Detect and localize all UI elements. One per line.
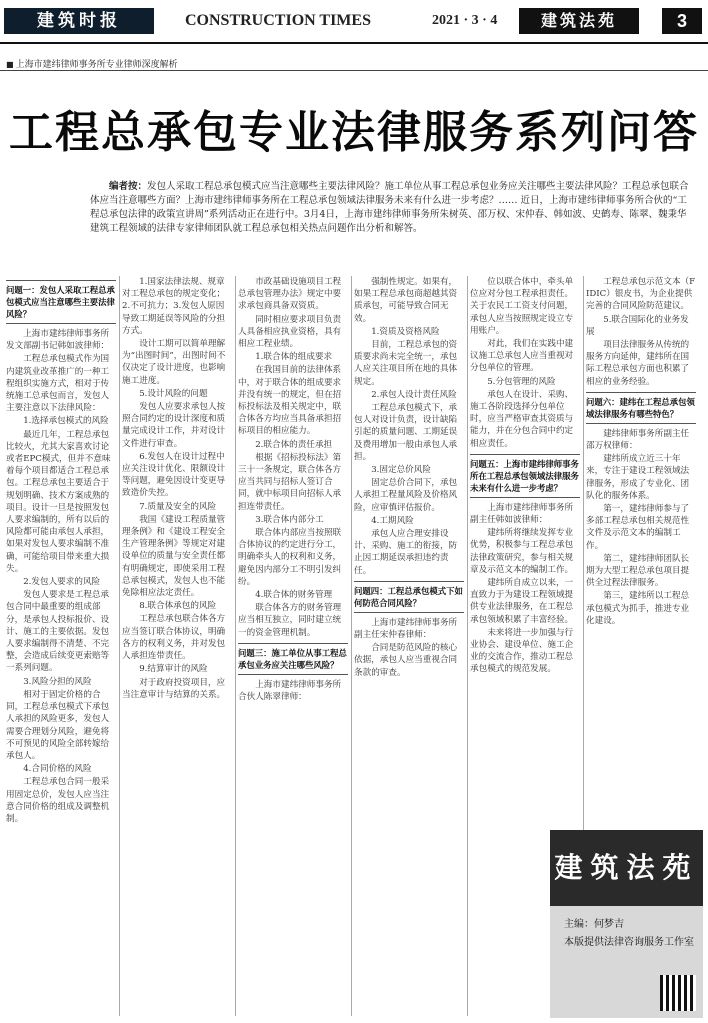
article-paragraph: 4.合同价格的风险 <box>23 764 92 775</box>
article-paragraph: 1.联合体的组成要求 <box>255 352 333 363</box>
article-paragraph: 根据《招标投标法》第三十一条规定，联合体各方应当共同与招标人签订合同，就中标项目向招标人承担连带责任。 <box>238 452 342 512</box>
article-paragraph: 4.联合体的财务管理 <box>255 590 333 601</box>
article-paragraph: 上海市建纬律师事务所合伙人陈翠律师： <box>238 679 342 703</box>
article-paragraph: 我国《建设工程质量管理条例》和《建设工程安全生产管理条例》等规定对建设单位的质量与安全责任都有明确规定，即使采用工程总承包模式，发包人也不能免除相应法定责任。 <box>122 514 226 599</box>
article-paragraph: 对于政府投资项目，应当注意审计与结算的关系。 <box>122 677 226 700</box>
editor-note-label: 编者按： <box>109 181 148 192</box>
column-divider <box>119 276 120 1016</box>
article-paragraph: 3.风险分担的风险 <box>23 676 92 687</box>
article-paragraph: 第二，建纬律师团队长期为大型工程总承包项目提供全过程法律服务。 <box>586 553 690 589</box>
article-paragraph: 目前，工程总承包的资质要求尚未完全统一，承包人应关注项目所在地的具体规定。 <box>354 340 458 387</box>
article-paragraph: 对此，我们在实践中建议施工总承包人应当重视对分包单位的管理。 <box>470 339 574 374</box>
article-paragraph: 发包人要求是工程总承包合同中最重要的组成部分，是承包人投标报价、设计、施工的主要依据。发包人要求编制得不清楚、不完整，会造成后续变更索赔等一系列问题。 <box>6 590 110 674</box>
ad-note: 本版提供法律咨询服务工作室 <box>564 937 694 948</box>
sub-headline: ■ 上海市建纬律师事务所专业律师深度解析 <box>6 57 178 70</box>
article-paragraph: 承包人在设计、采购、施工各阶段选择分包单位时，应当严格审查其资质与能力，并在分包合同中约定相应责任。 <box>470 389 574 449</box>
article-paragraph: 工程总承包模式下，承包人对设计负责，设计缺陷引起的质量问题、工期延误及费用增加一般由承包人承担。 <box>354 403 458 462</box>
column-divider <box>235 276 236 1016</box>
article-paragraph: 同时相应要求项目负责人具备相应执业资格，具有相应工程业绩。 <box>238 314 342 350</box>
article-column-2 <box>122 276 232 1018</box>
article-paragraph: 5.设计风险的问题 <box>139 388 208 399</box>
article-paragraph: 3.联合体内部分工 <box>255 514 324 525</box>
article-paragraph: 1.资质及资格风险 <box>371 326 440 337</box>
article-paragraph: 在我国目前的法律体系中，对于联合体的组成要求并没有统一的规定，但在招标投标法及相关规定中，联合体各方均应当具备承担招标项目的相应能力。 <box>238 365 342 437</box>
paper-name: CONSTRUCTION TIMES <box>185 12 371 29</box>
section-ad <box>550 830 703 1018</box>
article-paragraph: 5.分包管理的风险 <box>487 376 556 387</box>
article-paragraph: 2.联合体的责任承担 <box>255 439 333 450</box>
article-paragraph: 6.发包人在设计过程中应关注设计优化、限额设计等问题，避免因设计变更导致造价失控。 <box>122 451 226 499</box>
editor-note <box>90 180 695 236</box>
question-heading: 问题五：上海市建纬律师事务所在工程总承包领域法律服务未来有什么进一步考虑？ <box>470 454 580 498</box>
article-paragraph: 强制性规定。如果有，如果工程总承包商超越其资质承包，可能导致合同无效。 <box>354 277 458 324</box>
article-paragraph: 上海市建纬律师事务所副主任宋仲春律师： <box>354 617 458 641</box>
article-paragraph: 2.发包人要求的风险 <box>23 577 101 588</box>
article-column-6 <box>586 276 696 824</box>
article-paragraph: 建纬所将继续发挥专业优势，积极参与工程总承包法律政策研究，参与相关规章及示范文本的编制工作。 <box>470 528 574 575</box>
article-paragraph: 工程总承包模式作为国内建筑业改革推广的一种工程组织实施方式，相对于传统施工总承包而言，发包人主要注意以下法律风险： <box>6 354 110 414</box>
article-paragraph: 工程总承包合同一般采用固定总价，发包人应当注意合同价格的组成及调整机制。 <box>6 777 110 824</box>
question-heading: 问题一：发包人采取工程总承包模式应当注意哪些主要法律风险？ <box>6 280 116 324</box>
article-paragraph: 4.工期风险 <box>371 515 414 526</box>
article-paragraph: 工程总承包示范文本（FIDIC）银皮书，为企业提供完善的合同风险防范建议。 <box>586 277 696 312</box>
article-column-4 <box>354 276 464 1018</box>
section-title: 建筑法苑 <box>519 8 639 34</box>
article-paragraph: 联合体内部应当按照联合体协议的约定进行分工，明确牵头人的权利和义务，避免因内部分工不明引发纠纷。 <box>238 528 342 587</box>
ad-editor: 主编：何梦吉 <box>564 919 624 930</box>
article-paragraph: 市政基础设施项目工程总承包管理办法》规定中要求承包商具备双资质。 <box>238 277 342 312</box>
article-column-1 <box>6 276 116 1018</box>
issue-date: 2021 · 3 · 4 <box>432 13 498 28</box>
article-paragraph: 7.质量及安全的风险 <box>139 501 217 512</box>
article-paragraph: 1.国家法律法规、规章对工程总承包的规定变化；2.不可抗力；3.发包人原因导致工期延误等风险的分担方式。 <box>122 277 226 336</box>
column-divider <box>351 276 352 1016</box>
article-column-3 <box>238 276 348 1018</box>
article-paragraph: 9.结算审计的风险 <box>139 664 208 675</box>
article-paragraph: 工程总承包联合体各方应当签订联合体协议，明确各方的权利义务，并对发包人承担连带责任。 <box>122 614 226 662</box>
article-paragraph: 建纬所成立近三十年来，专注于建设工程领域法律服务，形成了专业化、团队化的服务体系。 <box>586 454 690 501</box>
column-divider <box>467 276 468 1016</box>
ad-title: 建筑法苑 <box>550 830 703 906</box>
newspaper-logo: 建筑时报 <box>4 8 154 34</box>
page-headline: 工程总承包专业法律服务系列问答 <box>9 107 699 158</box>
article-paragraph: 设计工期可以简单理解为“出图时间”，出图时间不仅决定了设计进度，也影响施工进度。 <box>122 339 226 386</box>
article-paragraph: 建纬律师事务所副主任邵万权律师： <box>586 428 690 452</box>
article-paragraph: 8.联合体承包的风险 <box>139 601 217 612</box>
article-paragraph: 2.承包人设计责任风险 <box>371 389 457 400</box>
article-paragraph: 第一，建纬律师参与了多部工程总承包相关规范性文件及示范文本的编制工作。 <box>586 504 690 551</box>
article-paragraph: 上海市建纬律师事务所副主任韩如波律师： <box>470 502 574 526</box>
article-paragraph: 建纬所自成立以来，一直致力于为建设工程领域提供专业法律服务，在工程总承包领域积累了丰富经验。 <box>470 578 574 625</box>
article-paragraph: 最近几年，工程总承包比较火，尤其大家喜欢讨论或者EPC模式，但并不意味着每个项目都适合工程总承包。工程总承包主要适合于规划明确、技术方案成熟的项目。设计一旦是按照发包人要求编制的，所有以后的风险都可能由承包人承担，如果对发包人要求编制不准确，可能给项目带来重大损失。 <box>6 429 111 574</box>
question-heading: 问题四：工程总承包模式下如何防范合同风险？ <box>354 581 464 613</box>
article-paragraph: 联合体各方的财务管理应当相互独立，同时建立统一的资金管理机制。 <box>238 603 342 638</box>
article-paragraph: 3.固定总价风险 <box>371 465 431 476</box>
article-paragraph: 合同是防范风险的核心依据，承包人应当重视合同条款的审查。 <box>354 643 458 678</box>
question-heading: 问题六：建纬在工程总承包领域法律服务有哪些特色？ <box>586 392 696 424</box>
divider <box>0 70 708 71</box>
article-paragraph: 承包人应合理安排设计、采购、施工的衔接，防止因工期延误承担违约责任。 <box>354 529 458 576</box>
article-paragraph: 发包人应要求承包人按照合同约定的设计深度和质量完成设计工作，并对设计文件进行审查。 <box>122 402 226 449</box>
article-paragraph: 相对于固定价格的合同，工程总承包模式下承包人承担的风险更多，发包人需要合理划分风险，避免将不可预见的风险全部转嫁给承包人。 <box>6 689 110 761</box>
article-paragraph: 1.选择承包模式的风险 <box>23 416 109 427</box>
article-paragraph: 5.联合国际化的业务发展 <box>586 314 689 337</box>
article-paragraph: 未来将进一步加强与行业协会、建设单位、施工企业的交流合作，推动工程总承包模式的规范发展。 <box>470 627 574 675</box>
article-paragraph: 项目法律服务从传统的服务方向延伸，建纬所在国际工程总承包方面也积累了相应的业务经验。 <box>586 340 690 387</box>
article-paragraph: 上海市建纬律师事务所发文部副书记韩如波律师： <box>6 329 110 352</box>
qr-code-icon <box>660 975 696 1011</box>
header-rule <box>0 42 708 44</box>
editor-note-text: 发包人采取工程总承包模式应当注意哪些主要法律风险？施工单位从事工程总承包业务应关注哪些主要法律风险？工程总承包联合体应当注意哪些方面？上海市建纬律师事务所在工程总承包领域法律服务未来有什么进一步考虑？…… 近日，上海市建纬律师事务所合伙的“工程总承包法律的政策宣讲周”系列活动正在进行中。3月4日，上海市建纬律师事务所朱树英、邵万权、宋仲春、韩如波、史鹤寿、陈翠、魏秉华建筑工程领域的法律专家律师团队就工程总承包相关热点问题作出分析和解答。 <box>90 181 689 234</box>
article-paragraph: 固定总价合同下，承包人承担工程量风险及价格风险，应审慎评估报价。 <box>354 478 458 513</box>
question-heading: 问题三：施工单位从事工程总承包业务应关注哪些风险？ <box>238 643 348 675</box>
page-number: 3 <box>662 8 702 34</box>
article-paragraph: 位以联合体中，牵头单位应对分包工程承担责任。关于农民工工资支付问题，承包人应当按照规定设立专用账户。 <box>470 277 574 336</box>
article-paragraph: 第三，建纬所以工程总承包模式为抓手，推进专业化建设。 <box>586 591 690 626</box>
